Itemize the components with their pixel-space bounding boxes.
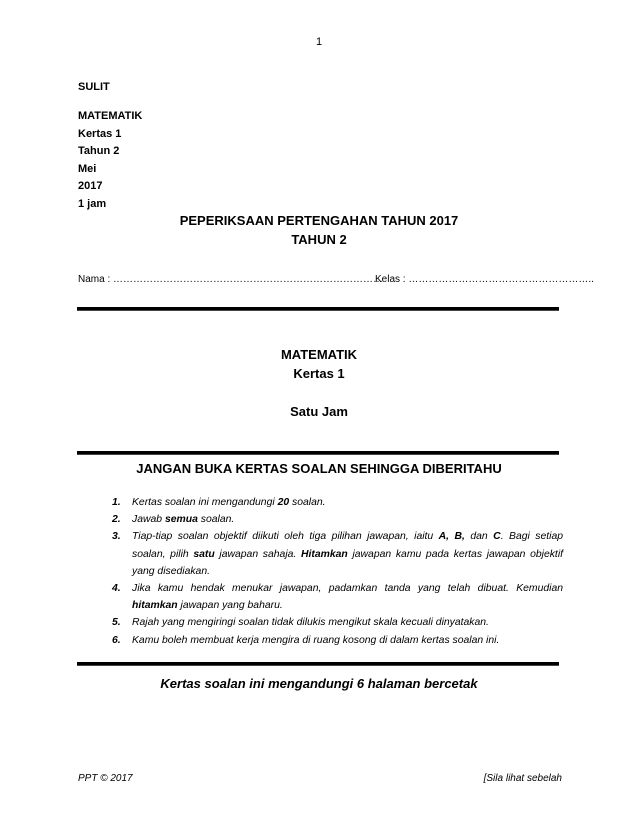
exam-title-block — [0, 211, 638, 249]
divider-3 — [77, 662, 559, 666]
name-label: Nama : — [78, 274, 114, 285]
paper-meta — [78, 108, 142, 213]
instruction-text: Kertas soalan ini mengandungi — [132, 497, 278, 508]
class-dots: ……………………………………………….. — [408, 274, 594, 285]
instruction-text: Kamu boleh membuat kerja mengira di ruang kosong di dalam kertas soalan ini. — [132, 634, 500, 646]
instruction-item — [112, 632, 563, 649]
class-label: Kelas : — [375, 274, 409, 285]
instructions-list — [112, 494, 563, 649]
instruction-emphasis: hitamkan — [132, 600, 178, 612]
class-field[interactable] — [375, 274, 594, 285]
instruction-text: Jawab — [132, 514, 165, 526]
instruction-text: Tiap-tiap soalan objektif diikuti oleh tiga pilihan jawapan, iaitu — [132, 531, 439, 543]
instruction-text: . Bagi setiap soalan, pilih — [132, 531, 564, 560]
instruction-emphasis: satu — [193, 548, 215, 560]
warning-heading: JANGAN BUKA KERTAS SOALAN SEHINGGA DIBERITAHU — [136, 461, 502, 476]
instruction-text: jawapan sahaja. — [214, 548, 301, 560]
divider-1 — [77, 307, 559, 311]
instruction-item — [112, 528, 563, 580]
instruction-text: jawapan kamu pada kertas jawapan objektif yang disediakan. — [132, 548, 564, 577]
instruction-emphasis: 20 — [277, 497, 290, 508]
exam-subtitle: TAHUN 2 — [291, 232, 347, 247]
meta-year-level: Tahun 2 — [78, 145, 120, 157]
instruction-item — [112, 580, 563, 614]
meta-duration: 1 jam — [78, 197, 107, 210]
meta-subject: MATEMATIK — [78, 110, 143, 122]
instruction-number: 4. — [112, 583, 121, 595]
instruction-item — [112, 494, 563, 511]
classification-label: SULIT — [78, 81, 110, 93]
cover-duration: Satu Jam — [290, 404, 348, 419]
footer-copyright: PPT © 2017 — [78, 773, 133, 784]
instruction-text: Jika kamu hendak menukar jawapan, padamkan tanda yang telah dibuat. Kemudian — [132, 583, 563, 595]
instruction-number: 3. — [112, 531, 121, 543]
instruction-emphasis: Hitamkan — [301, 548, 348, 560]
footer-next-page: [Sila lihat sebelah — [483, 773, 562, 784]
cover-subject: MATEMATIK — [280, 347, 358, 362]
instruction-text: Rajah yang mengiringi soalan tidak dilukis mengikut skala kecuali dinyatakan. — [132, 617, 489, 629]
name-dots: ……………………………………………………………………… — [113, 274, 384, 285]
exam-title: PEPERIKSAAN PERTENGAHAN TAHUN 2017 — [179, 213, 459, 228]
instruction-number: 2. — [112, 514, 121, 526]
meta-paper: Kertas 1 — [78, 127, 122, 140]
name-field[interactable] — [78, 274, 383, 285]
instruction-emphasis: C — [493, 531, 501, 543]
instruction-item — [112, 511, 563, 528]
instruction-number: 1. — [112, 497, 121, 508]
instruction-emphasis: semua — [164, 514, 198, 526]
page-number: 1 — [315, 36, 323, 48]
instruction-text: jawapan yang baharu. — [177, 600, 283, 612]
instruction-text: soalan. — [197, 514, 235, 526]
meta-month: Mei — [78, 162, 97, 175]
instruction-number: 5. — [112, 617, 121, 629]
meta-year: 2017 — [78, 180, 103, 192]
pages-note: Kertas soalan ini mengandungi 6 halaman bercetak — [160, 676, 478, 691]
cover-subject-block — [0, 345, 638, 421]
cover-paper: Kertas 1 — [293, 366, 345, 381]
divider-2 — [77, 451, 559, 455]
instruction-text: soalan. — [289, 497, 326, 508]
instruction-text: dan — [464, 531, 494, 543]
instruction-emphasis: A, B, — [438, 531, 465, 543]
instruction-number: 6. — [112, 634, 121, 646]
instruction-item — [112, 614, 563, 631]
